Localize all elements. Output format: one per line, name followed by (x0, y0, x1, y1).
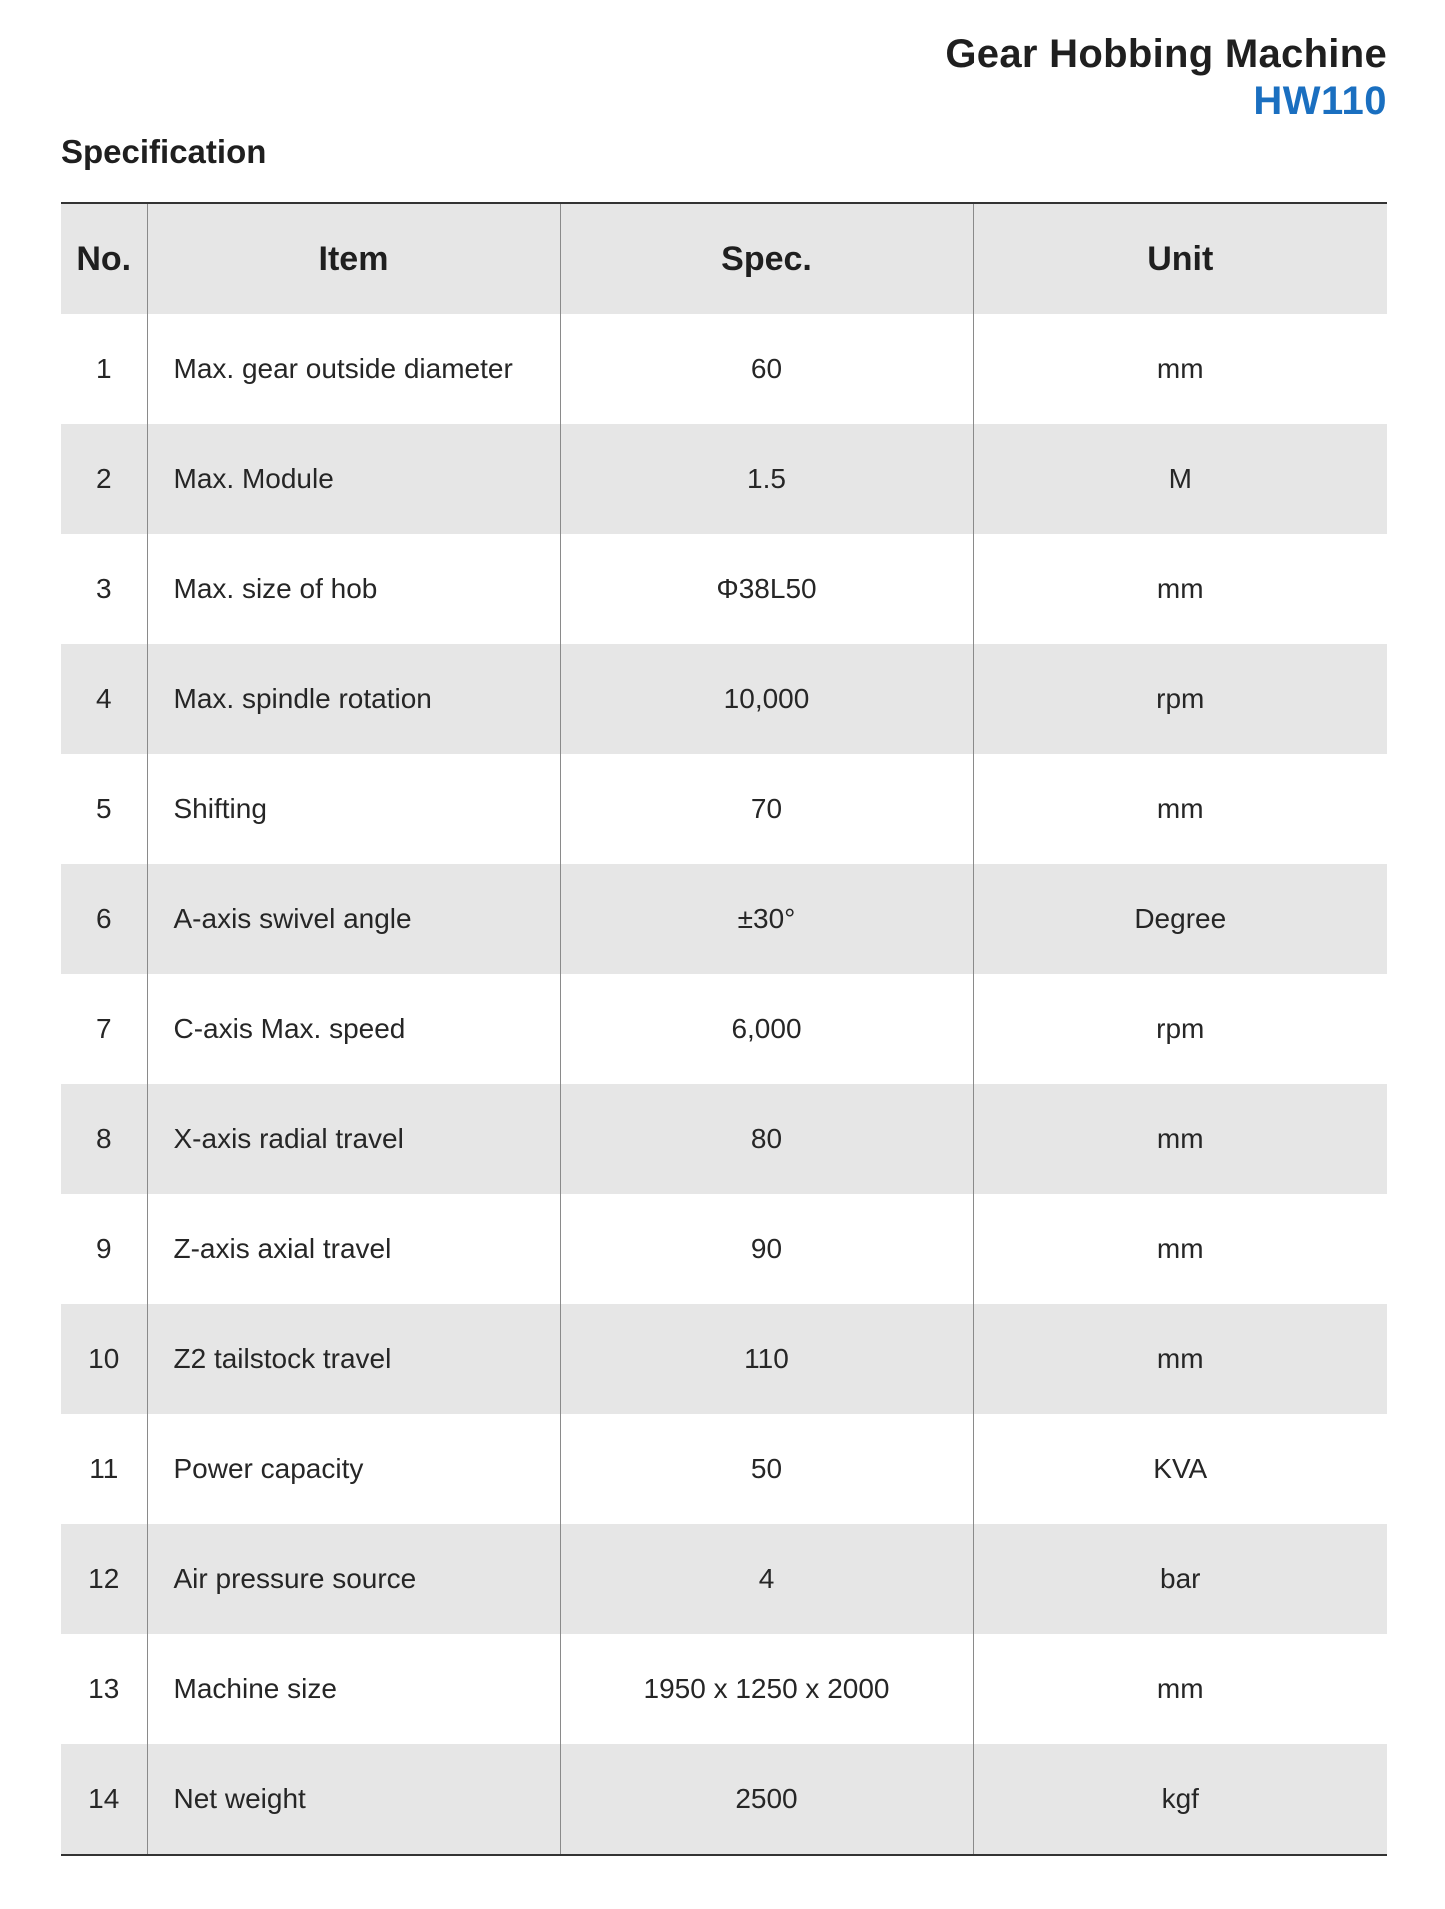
table-row (61, 1524, 1387, 1634)
cell-spec: ±30° (560, 864, 973, 974)
cell-unit: M (973, 424, 1387, 534)
cell-no: 9 (95, 1233, 112, 1264)
table-row (61, 754, 1387, 864)
cell-no: 4 (95, 683, 112, 714)
cell-item: X-axis radial travel (147, 1084, 560, 1194)
cell-no: 1 (95, 353, 112, 384)
cell-item: Max. gear outside diameter (147, 314, 560, 424)
cell-unit: mm (973, 1634, 1387, 1744)
table-row (61, 1194, 1387, 1304)
cell-spec: 6,000 (560, 974, 973, 1084)
cell-item: Max. Module (147, 424, 560, 534)
cell-spec: 110 (560, 1304, 973, 1414)
cell-no: 11 (89, 1453, 119, 1484)
table-row (61, 1414, 1387, 1524)
cell-unit: rpm (973, 644, 1387, 754)
cell-spec: 4 (560, 1524, 973, 1634)
page-title: Gear Hobbing Machine (945, 32, 1387, 76)
table-row (61, 314, 1387, 424)
model-number: HW110 (1253, 79, 1387, 123)
cell-unit: mm (973, 534, 1387, 644)
cell-spec: 70 (560, 754, 973, 864)
cell-unit: mm (973, 1084, 1387, 1194)
cell-item: Max. spindle rotation (147, 644, 560, 754)
cell-no: 14 (88, 1783, 120, 1814)
cell-spec: 50 (560, 1414, 973, 1524)
cell-spec: 90 (560, 1194, 973, 1304)
cell-item: Z-axis axial travel (147, 1194, 560, 1304)
spec-table (61, 202, 1387, 1856)
cell-spec: 80 (560, 1084, 973, 1194)
table-body (61, 314, 1387, 1855)
table-row (61, 1304, 1387, 1414)
title-block (945, 30, 1387, 124)
header-item: Item (147, 203, 560, 314)
cell-item: C-axis Max. speed (147, 974, 560, 1084)
table-row (61, 424, 1387, 534)
table-row (61, 534, 1387, 644)
cell-unit: mm (973, 1194, 1387, 1304)
cell-item: Air pressure source (147, 1524, 560, 1634)
cell-item: Max. size of hob (147, 534, 560, 644)
cell-no: 5 (95, 793, 112, 824)
header-unit: Unit (973, 203, 1387, 314)
cell-spec: 60 (560, 314, 973, 424)
table-header-row (61, 203, 1387, 314)
cell-no: 12 (88, 1563, 120, 1594)
cell-spec: Φ38L50 (560, 534, 973, 644)
cell-unit: bar (973, 1524, 1387, 1634)
cell-no: 8 (95, 1123, 112, 1154)
cell-unit: kgf (973, 1744, 1387, 1855)
cell-item: Power capacity (147, 1414, 560, 1524)
cell-no: 10 (88, 1343, 120, 1374)
cell-no: 13 (88, 1673, 120, 1704)
cell-spec: 1.5 (560, 424, 973, 534)
header-no: No. (76, 239, 132, 278)
cell-unit: Degree (973, 864, 1387, 974)
cell-unit: mm (973, 754, 1387, 864)
cell-item: Net weight (147, 1744, 560, 1855)
cell-item: Shifting (147, 754, 560, 864)
table-row (61, 1084, 1387, 1194)
cell-unit: rpm (973, 974, 1387, 1084)
table-row (61, 1634, 1387, 1744)
cell-no: 2 (95, 463, 112, 494)
table-row (61, 1744, 1387, 1855)
cell-unit: mm (973, 314, 1387, 424)
cell-spec: 10,000 (560, 644, 973, 754)
cell-no: 3 (95, 573, 112, 604)
table-row (61, 644, 1387, 754)
cell-unit: mm (973, 1304, 1387, 1414)
table-row (61, 864, 1387, 974)
table-row (61, 974, 1387, 1084)
cell-spec: 2500 (560, 1744, 973, 1855)
cell-no: 6 (95, 903, 112, 934)
cell-item: Machine size (147, 1634, 560, 1744)
cell-unit: KVA (973, 1414, 1387, 1524)
cell-spec: 1950 x 1250 x 2000 (560, 1634, 973, 1744)
cell-no: 7 (95, 1013, 112, 1044)
cell-item: A-axis swivel angle (147, 864, 560, 974)
header-spec: Spec. (560, 203, 973, 314)
section-title: Specification (61, 133, 267, 170)
cell-item: Z2 tailstock travel (147, 1304, 560, 1414)
